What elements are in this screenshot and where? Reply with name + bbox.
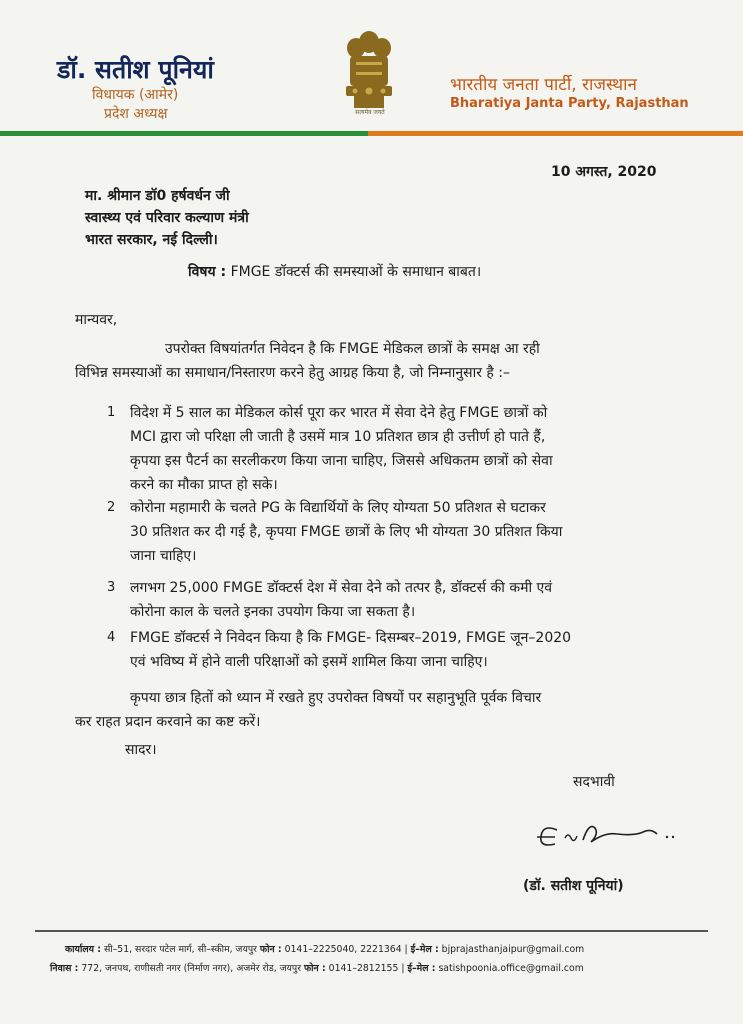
point-3-line-2: कोरोना काल के चलते इनका उपयोग किया जा सकता है। — [130, 604, 416, 620]
point-number: 4 — [107, 630, 116, 645]
footer-divider — [35, 930, 708, 932]
letterhead-band-green — [0, 131, 368, 136]
letterhead-band-saffron — [368, 131, 743, 136]
office-phone-label: फोन : — [259, 944, 282, 955]
point-1-line-4: करने का मौका प्राप्त हो सके। — [130, 477, 278, 493]
office-label: कार्यालय : — [65, 944, 101, 955]
intro-line-1: उपरोक्त विषयांतर्गत निवेदन है कि FMGE मेडिकल छात्रों के समक्ष आ रही — [165, 341, 540, 357]
point-2-line-2: 30 प्रतिशत कर दी गई है, कृपया FMGE छात्रों के लिए भी योग्यता 30 प्रतिशत किया — [130, 524, 563, 540]
office-phone: 0141–2225040, 2221364 | — [284, 944, 408, 955]
signature-image — [525, 810, 685, 860]
closing-sadar: सादर। — [125, 742, 157, 758]
closing-line-2: कर राहत प्रदान करवाने का कष्ट करें। — [75, 714, 261, 730]
point-1-line-1: विदेश में 5 साल का मेडिकल कोर्स पूरा कर भारत में सेवा देने हेतु FMGE छात्रों को — [130, 405, 548, 421]
intro-line-2: विभिन्न समस्याओं का समाधान/निस्तारण करने हेतु आग्रह किया है, जो निम्नानुसार है :– — [75, 365, 511, 381]
signatory-name: (डॉ. सतीश पूनियां) — [523, 878, 624, 894]
sender-role-mla: विधायक (आमेर) — [92, 87, 179, 103]
subject-line — [188, 262, 481, 281]
residence-address: 772, जनपथ, राणीसती नगर (निर्माण नगर), अजमेर रोड, जयपुर — [81, 963, 302, 974]
office-address: सी–51, सरदार पटेल मार्ग, सी–स्कीम, जयपुर — [103, 944, 257, 955]
residence-email-label: ई–मेल : — [407, 963, 436, 974]
recipient-line-1: मा. श्रीमान डॉ0 हर्षवर्धन जी — [85, 188, 230, 204]
residence-email: satishpoonia.office@gmail.com — [438, 963, 584, 974]
office-email-label: ई–मेल : — [410, 944, 439, 955]
point-number: 1 — [107, 405, 116, 420]
point-4-line-2: एवं भविष्य में होने वाली परिक्षाओं को इसमें शामिल किया जाना चाहिए। — [130, 654, 488, 670]
letter-date: 10 अगस्त, 2020 — [551, 164, 657, 180]
point-number: 3 — [107, 580, 116, 595]
subject-label: विषय : — [188, 264, 227, 280]
residence-label: निवास : — [50, 963, 79, 974]
party-name-hindi: भारतीय जनता पार्टी, राजस्थान — [450, 75, 637, 95]
salutation: मान्यवर, — [75, 312, 118, 328]
footer-residence — [50, 961, 584, 974]
footer-office — [65, 942, 584, 955]
residence-phone-label: फोन : — [303, 963, 326, 974]
recipient-line-2: स्वास्थ्य एवं परिवार कल्याण मंत्री — [85, 210, 249, 226]
party-name-english: Bharatiya Janta Party, Rajasthan — [450, 96, 689, 111]
office-email: bjprajasthanjaipur@gmail.com — [441, 944, 585, 955]
point-1-line-2: MCI द्वारा जो परिक्षा ली जाती है उसमें मात्र 10 प्रतिशत छात्र ही उत्तीर्ण हो पाते हैं, — [130, 429, 546, 445]
sender-role-president: प्रदेश अध्यक्ष — [104, 106, 168, 122]
point-1-line-3: कृपया इस पैटर्न का सरलीकरण किया जाना चाहिए, जिससे अधिकतम छात्रों को सेवा — [130, 453, 553, 469]
subject-text: FMGE डॉक्टर्स की समस्याओं के समाधान बाबत। — [230, 264, 482, 280]
closing-line-1: कृपया छात्र हितों को ध्यान में रखते हुए उपरोक्त विषयों पर सहानुभूति पूर्वक विचार — [130, 690, 542, 706]
point-2-line-1: कोरोना महामारी के चलते PG के विद्यार्थियों के लिए योग्यता 50 प्रतिशत से घटाकर — [130, 500, 546, 516]
point-4-line-1: FMGE डॉक्टर्स ने निवेदन किया है कि FMGE- दिसम्बर–2019, FMGE जून–2020 — [130, 630, 572, 646]
residence-phone: 0141–2812155 | — [328, 963, 405, 974]
recipient-line-3: भारत सरकार, नई दिल्ली। — [85, 232, 218, 248]
emblem-motto: सत्यमेव जयते — [355, 109, 385, 116]
point-3-line-1: लगभग 25,000 FMGE डॉक्टर्स देश में सेवा देने को तत्पर है, डॉक्टर्स की कमी एवं — [130, 580, 553, 596]
point-number: 2 — [107, 500, 116, 515]
closing-sadbhavi: सदभावी — [573, 774, 615, 790]
point-2-line-3: जाना चाहिए। — [130, 548, 197, 564]
sender-name: डॉ. सतीश पूनियां — [57, 55, 214, 84]
